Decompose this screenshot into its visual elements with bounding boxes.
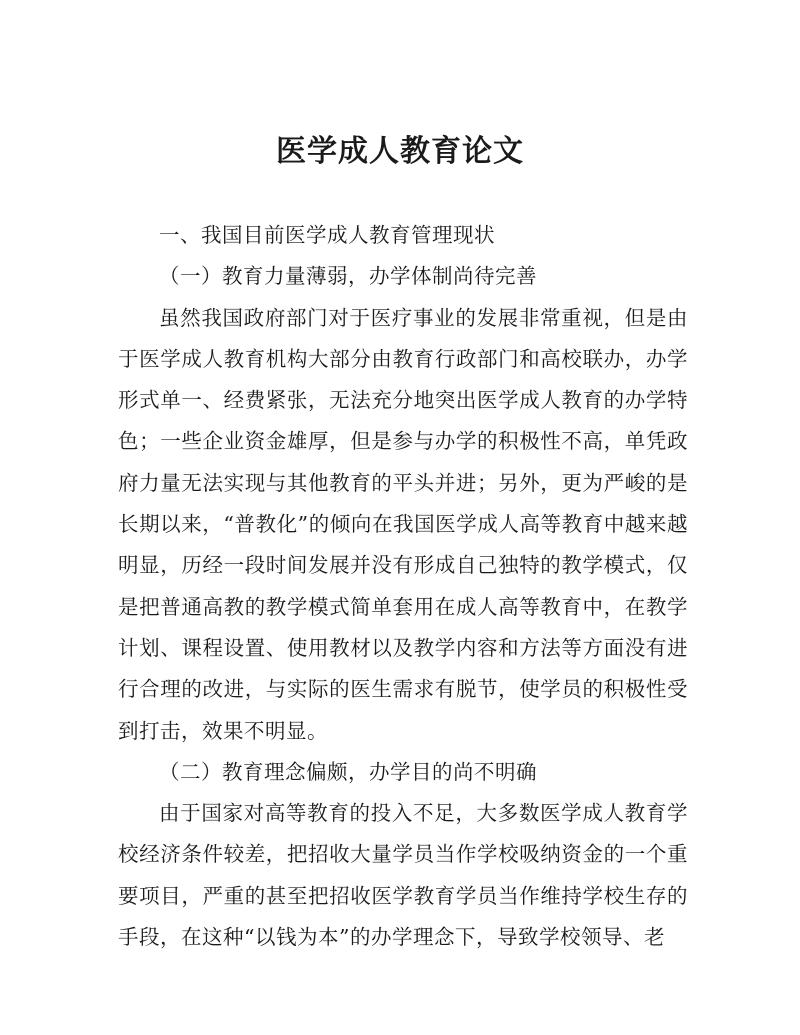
subsection-heading: （一）教育力量薄弱，办学体制尚待完善 (159, 264, 537, 289)
body-paragraph: 虽然我国政府部门对于医疗事业的发展非常重视，但是由于医学成人教育机构大部分由教育行政部门和高校联办，办学形式单一、经费紧张，无法充分地突出医学成人教育的办学特色；一些企业资金雄厚，但是参与办学的积极性不高，单凭政府力量无法实现与其他教育的平头并进；另外，更为严峻的是长期以来，“普教化”的倾向在我国医学成人高等教育中越来越明显，历经一段时间发展并没有形成自己独特的教学模式，仅是把普通高教的教学模式简单套用在成人高等教育中，在教学计划、课程设置、使用教材以及教学内容和方法等方面没有进行合理的改进，与实际的医生需求有脱节，使学员的积极性受到打击，效果不明显。 (118, 305, 688, 743)
body-paragraph: 由于国家对高等教育的投入不足，大多数医学成人教育学校经济条件较差，把招收大量学员当作学校吸纳资金的一个重要项目，严重的甚至把招收医学教育学员当作维持学校生存的手段，在这种“以钱为本”的办学理念下，导致学校领导、老 (118, 801, 688, 950)
subsection-heading: （二）教育理念偏颇，办学目的尚不明确 (159, 759, 537, 784)
section-heading: 一、我国目前医学成人教育管理现状 (159, 223, 495, 247)
document-body (118, 215, 688, 958)
document-title: 医学成人教育论文 (276, 134, 524, 169)
